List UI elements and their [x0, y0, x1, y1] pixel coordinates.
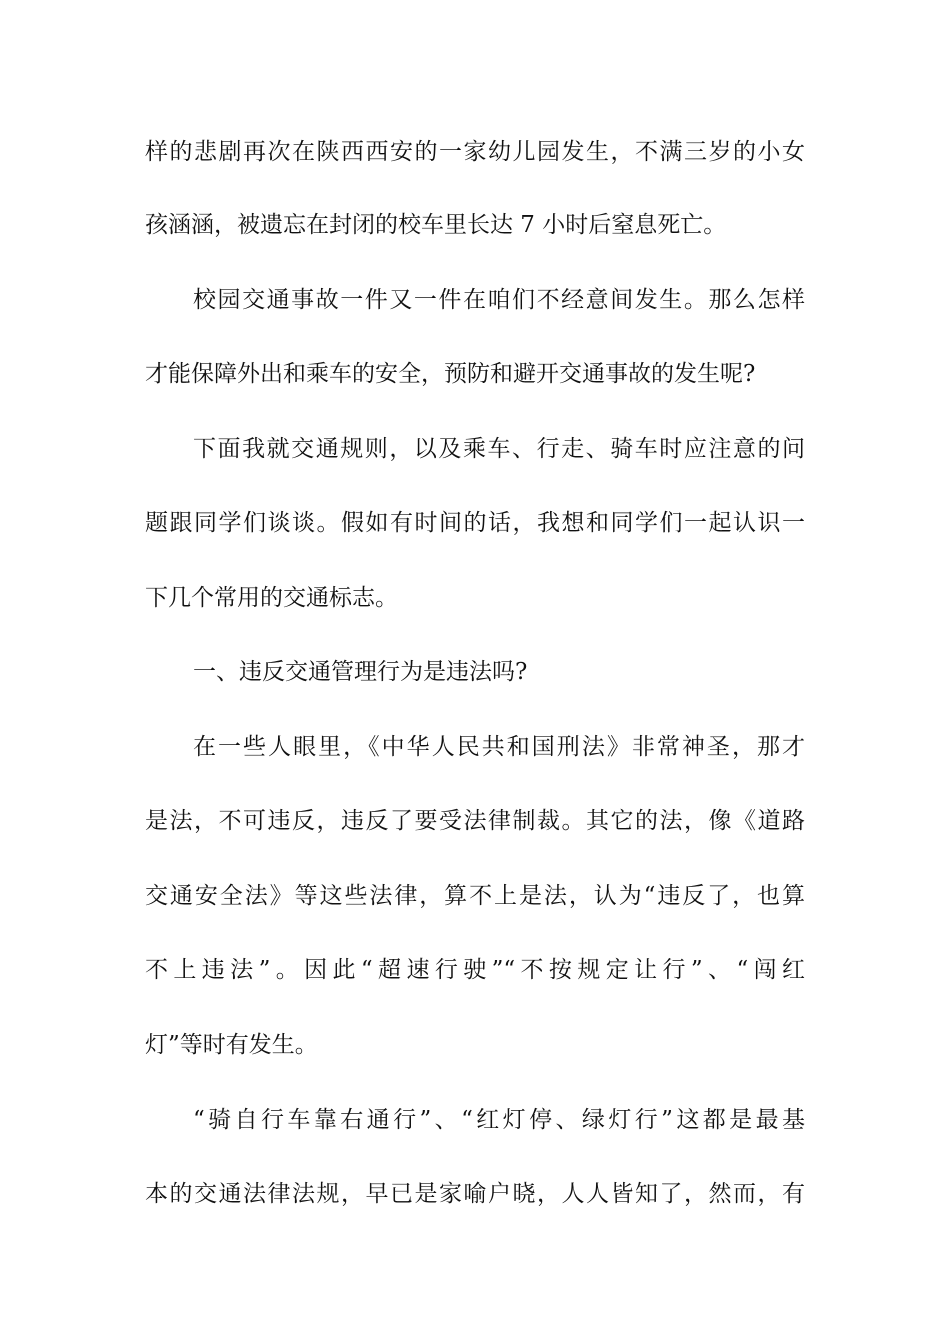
text-line: 孩涵涵，被遗忘在封闭的校车里长达 7 小时后窒息死亡。: [145, 212, 727, 238]
text-line: 灯”等时有发生。: [145, 1032, 318, 1058]
text-line: 交通安全法》等这些法律，算不上是法，认为“违反了，也算: [145, 883, 805, 909]
text-line: 下几个常用的交通标志。: [145, 585, 398, 611]
text-line: 不上违法”。因此“超速行驶”“不按规定让行”、“闯红: [145, 957, 805, 983]
text-line: 本的交通法律法规，早已是家喻户晓，人人皆知了，然而，有: [145, 1181, 805, 1207]
paragraph-first-line: 在一些人眼里，《中华人民共和国刑法》非常神圣，那才: [193, 734, 805, 760]
text-line: 题跟同学们谈谈。假如有时间的话，我想和同学们一起认识一: [145, 510, 805, 536]
paragraph-first-line: “骑自行车靠右通行”、“红灯停、绿灯行”这都是最基: [193, 1107, 805, 1133]
paragraph-first-line: 下面我就交通规则，以及乘车、行走、骑车时应注意的问: [193, 436, 805, 462]
text-line: 才能保障外出和乘车的安全，预防和避开交通事故的发生呢?: [145, 361, 756, 387]
text-line: 是法，不可违反，违反了要受法律制裁。其它的法，像《道路: [145, 808, 805, 834]
paragraph-first-line: 校园交通事故一件又一件在咱们不经意间发生。那么怎样: [193, 287, 805, 313]
text-line: 样的悲剧再次在陕西西安的一家幼儿园发生，不满三岁的小女: [145, 139, 805, 165]
section-heading: 一、违反交通管理行为是违法吗?: [193, 659, 528, 685]
